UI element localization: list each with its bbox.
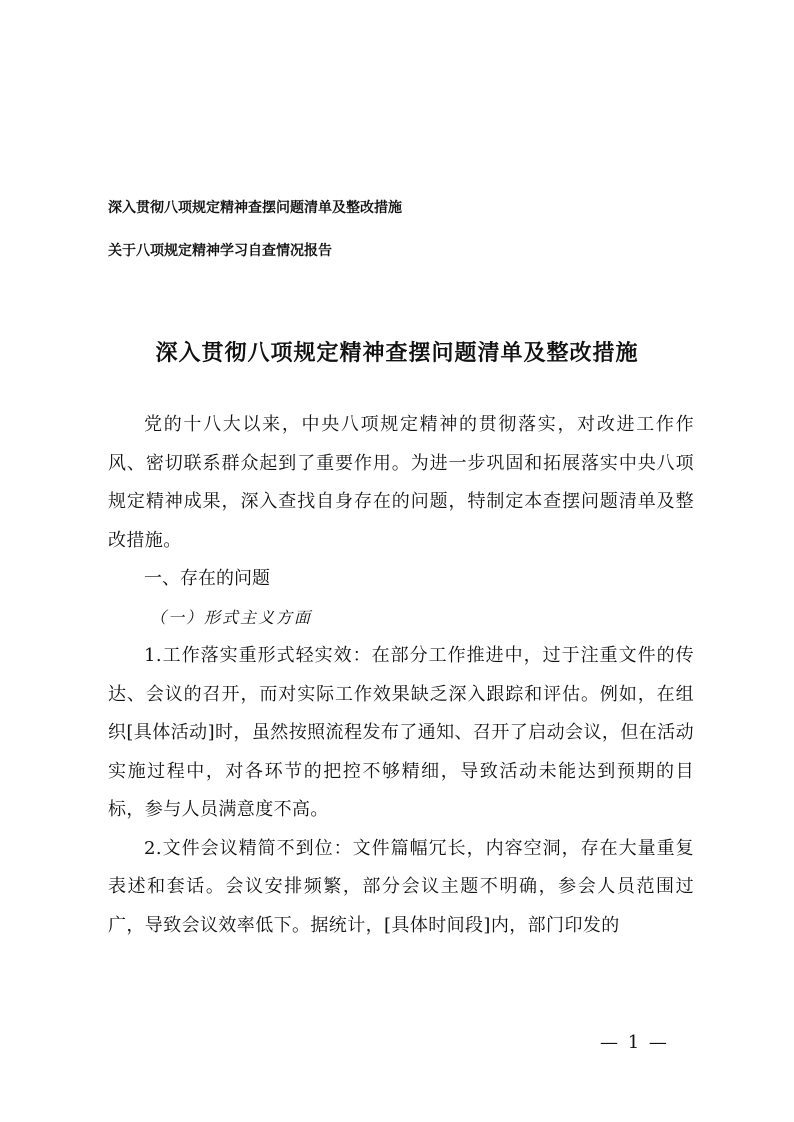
document-body (108, 406, 694, 945)
page-number: — 1 — (600, 1032, 669, 1053)
section-heading-problems: 一、存在的问题 (144, 568, 270, 589)
intro-paragraph: 党的十八大以来，中央八项规定精神的贯彻落实，对改进工作作风、密切联系群众起到了重要作用。为进一步巩固和拓展落实中央八项规定精神成果，深入查找自身存在的问题，特制定本查摆问题清单及整改措施。 (108, 414, 694, 551)
related-doc-link-1[interactable]: 深入贯彻八项规定精神查摆问题清单及整改措施 (108, 200, 402, 216)
document-title: 深入贯彻八项规定精神查摆问题清单及整改措施 (155, 341, 639, 366)
subsection-heading-formalism: （一）形式主义方面 (150, 607, 313, 627)
related-doc-link-2[interactable]: 关于八项规定精神学习自查情况报告 (108, 243, 332, 259)
problem-item-2: 2.文件会议精简不到位：文件篇幅冗长，内容空洞，存在大量重复表述和套话。会议安排频繁，部分会议主题不明确，参会人员范围过广，导致会议效率低下。据统计，[具体时间段]内，部门印发的 (108, 837, 694, 936)
problem-item-1: 1.工作落实重形式轻实效：在部分工作推进中，过于注重文件的传达、会议的召开，而对实际工作效果缺乏深入跟踪和评估。例如，在组织[具体活动]时，虽然按照流程发布了通知、召开了启动会议，但在活动实施过程中，对各环节的把控不够精细，导致活动未能达到预期的目标，参与人员满意度不高。 (108, 645, 694, 820)
